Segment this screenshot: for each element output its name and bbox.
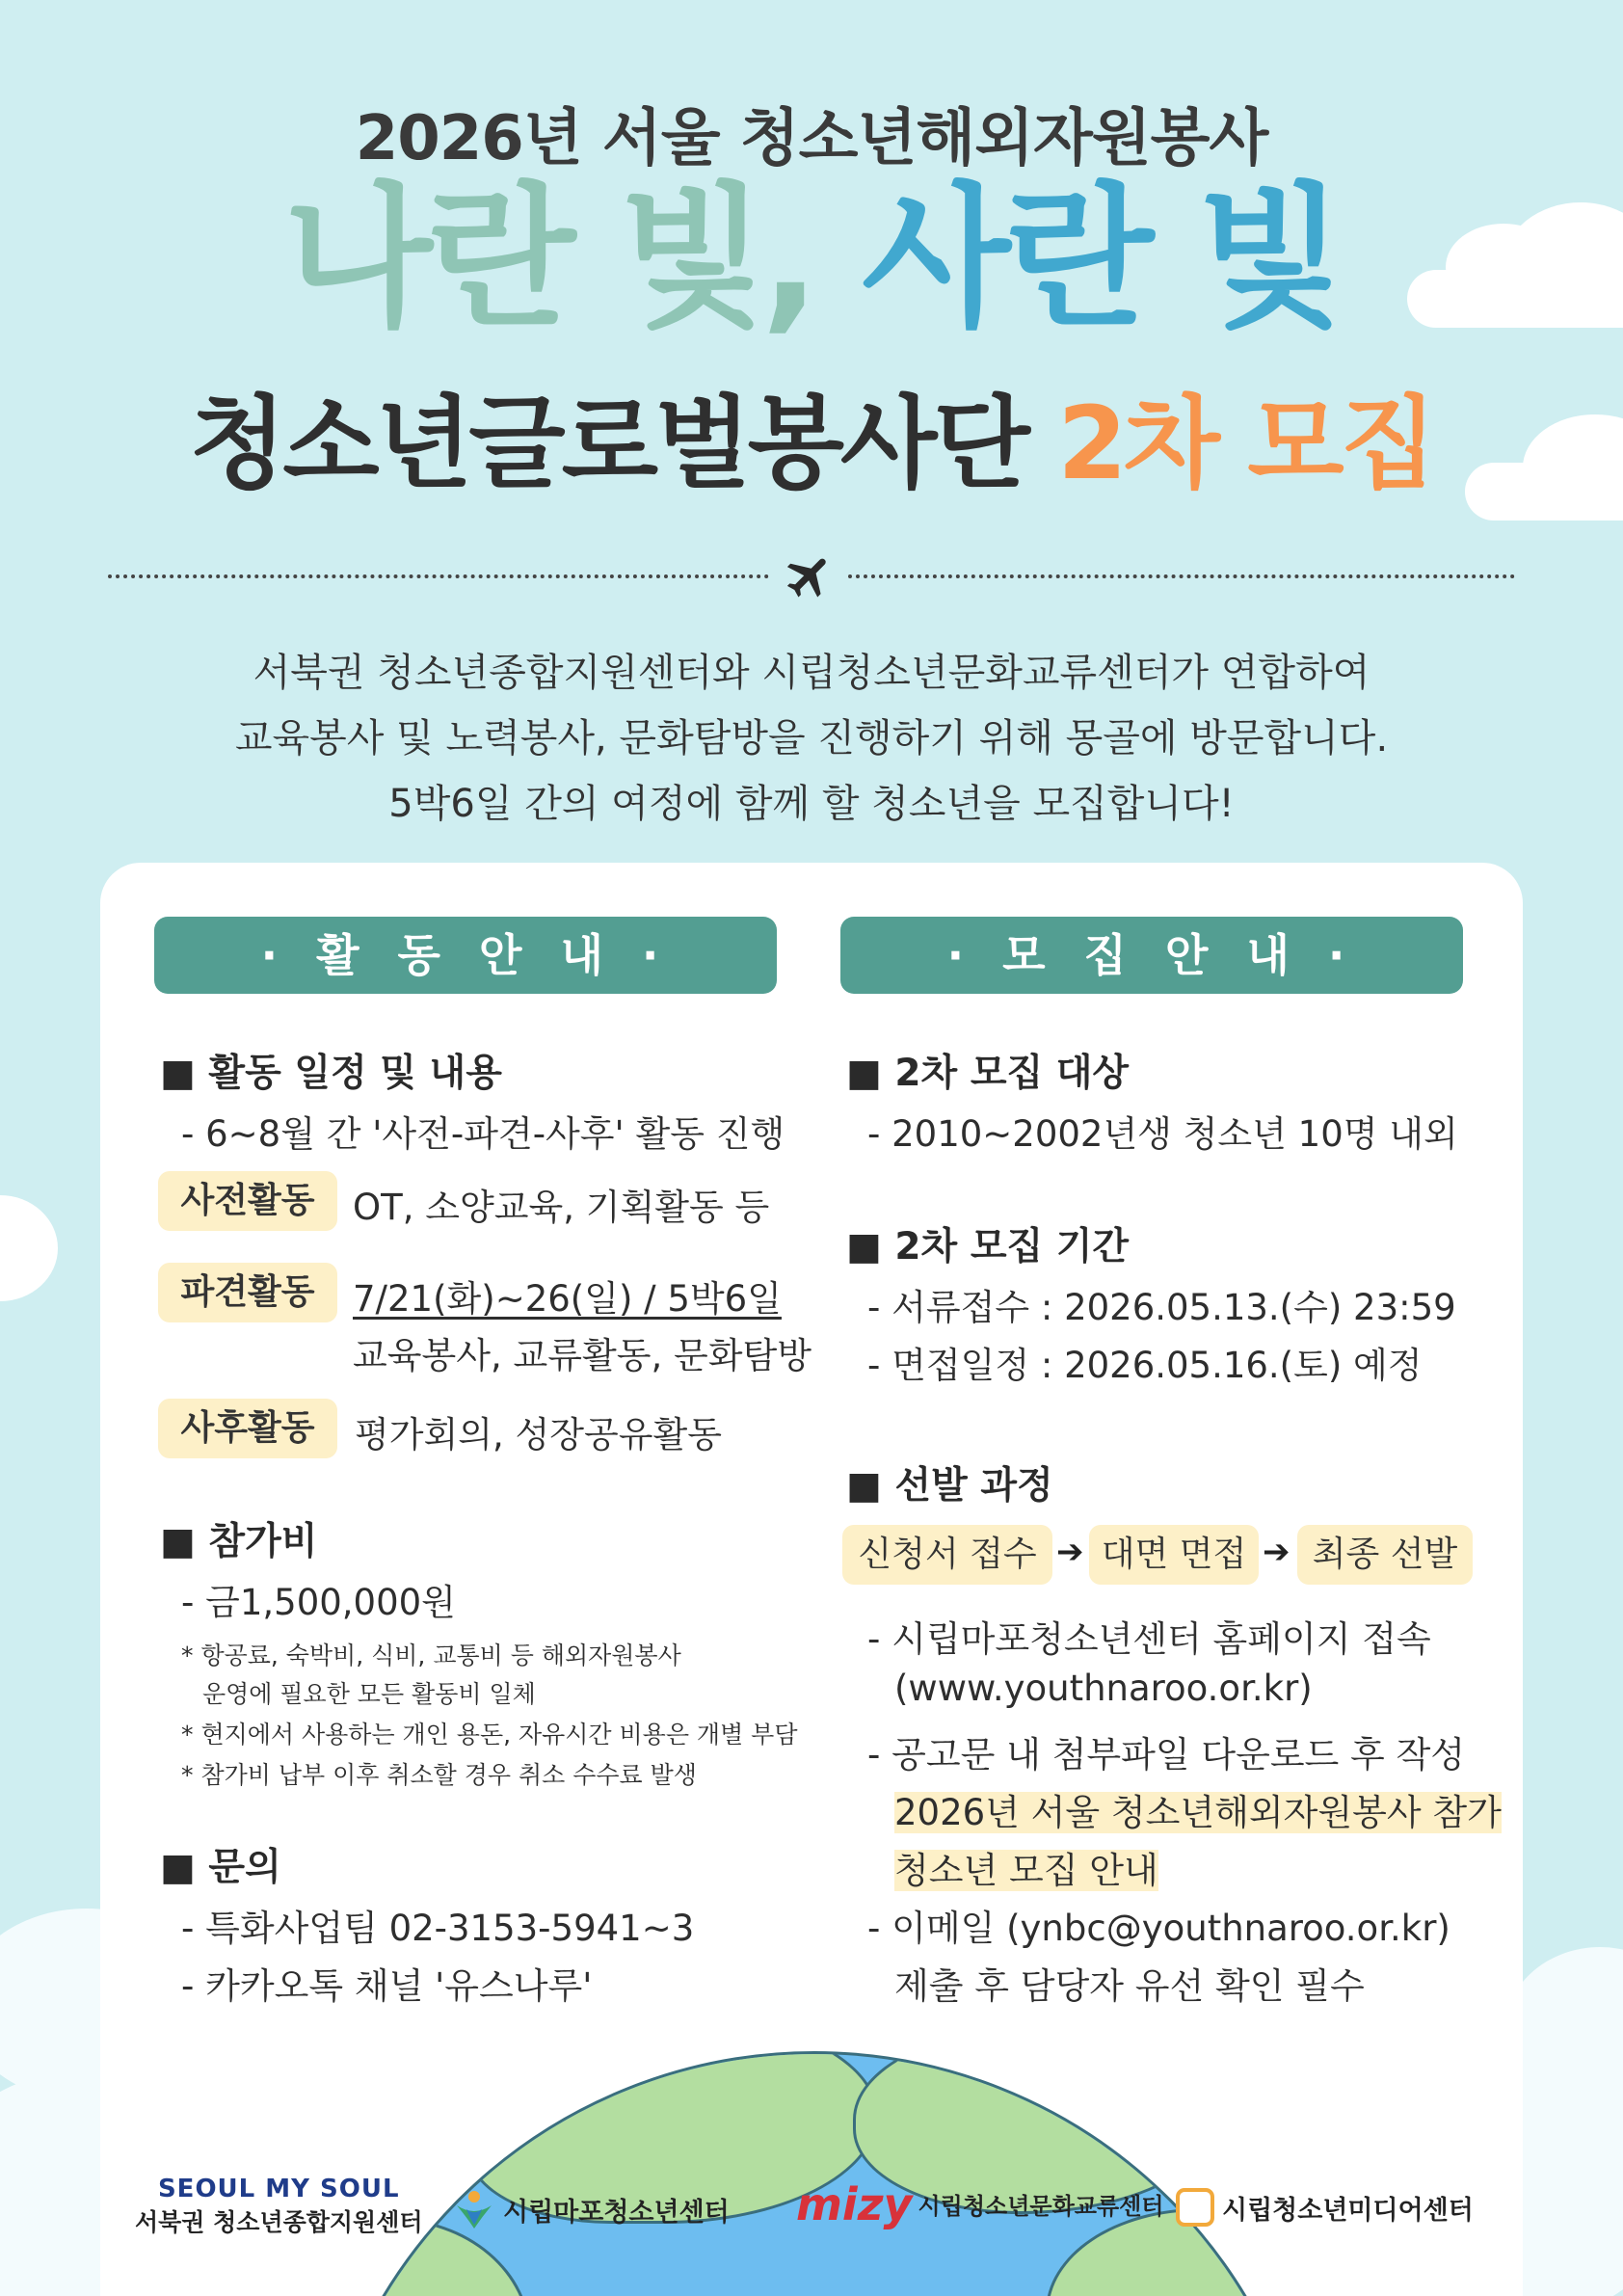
headline-accent: 2차 모집 [1057,385,1434,502]
poster-subtitle: 2026년 서울 청소년해외자원봉사 [355,103,1268,174]
period-interview: - 면접일정 : 2026.05.16.(토) 예정 [867,1345,1423,1386]
fee-note: * 현지에서 사용하는 개인 용돈, 자유시간 비용은 개별 부담 [181,1721,798,1749]
logo-mapo-youth-center [453,2188,730,2230]
process-step-final: 최종 선발 [1297,1525,1473,1585]
intro-paragraph [0,640,1623,837]
highlight-text: 2026년 서울 청소년해외자원봉사 참가 [894,1792,1502,1833]
hero-title-part2: 사란 빛 [862,168,1340,348]
target-heading: ■ 2차 모집 대상 [846,1052,1130,1095]
process-step-apply: 신청서 접수 [842,1525,1052,1585]
intro-line: 5박6일 간의 여정에 함께 할 청소년을 모집합니다! [388,782,1235,826]
mizy-brand-text: mizy [796,2178,913,2230]
dispatch-activity-desc: 교육봉사, 교류활동, 문화탐방 [353,1335,812,1376]
logo-label: 서북권 청소년종합지원센터 [135,2208,423,2236]
headline-main: 청소년글로벌봉사단 [189,385,1026,502]
media-center-logo-icon [1176,2188,1214,2227]
fee-note: * 참가비 납부 이후 취소할 경우 취소 수수료 발생 [181,1761,697,1789]
process-detail: (www.youthnaroo.or.kr) [894,1668,1313,1709]
poster-hero-title [0,168,1623,348]
process-detail: 제출 후 담당자 유선 확인 필수 [894,1965,1365,2007]
period-document: - 서류접수 : 2026.05.13.(수) 23:59 [867,1287,1456,1328]
fee-note: * 항공료, 숙박비, 식비, 교통비 등 해외자원봉사 [181,1642,681,1669]
dotted-divider-left [108,574,769,578]
fee-heading: ■ 참가비 [160,1520,318,1563]
highlight-text: 청소년 모집 안내 [894,1850,1158,1891]
process-heading: ■ 선발 과정 [846,1464,1053,1508]
logo-brand-text: SEOUL MY SOUL [157,2175,400,2203]
schedule-heading: ■ 활동 일정 및 내용 [160,1052,502,1095]
process-detail-highlight [894,1841,1158,1893]
process-detail-highlight [894,1783,1502,1835]
process-detail: - 시립마포청소년센터 홈페이지 접속 [867,1618,1431,1660]
hero-title-part1: 나란 빛, [283,168,814,348]
logo-label: 시립마포청소년센터 [503,2197,730,2228]
mapo-logo-icon [453,2188,495,2230]
pre-activity-desc: OT, 소양교육, 기획활동 등 [353,1187,770,1228]
airplane-icon [783,549,837,603]
post-activity-tag: 사후활동 [158,1399,337,1458]
dispatch-activity-date: 7/21(화)~26(일) / 5박6일 [353,1278,782,1320]
logo-mizy [796,2178,1164,2230]
process-arrow-icon: ➔ [1056,1533,1084,1571]
recruit-section-header: · 모 집 안 내 · [840,917,1463,994]
process-detail: - 이메일 (ynbc@youthnaroo.or.kr) [867,1908,1450,1949]
fee-note: 운영에 필요한 모든 활동비 일체 [202,1680,536,1708]
poster-headline [0,385,1623,502]
period-heading: ■ 2차 모집 기간 [846,1225,1130,1268]
activity-section-header: · 활 동 안 내 · [154,917,777,994]
contact-phone: - 특화사업팀 02-3153-5941~3 [181,1908,695,1949]
dispatch-activity-tag: 파견활동 [158,1263,337,1322]
logo-seoul-my-soul [135,2175,423,2238]
logo-label: 시립청소년미디어센터 [1222,2195,1474,2226]
schedule-desc: - 6~8월 간 '사전-파견-사후' 활동 진행 [181,1113,785,1155]
target-desc: - 2010~2002년생 청소년 10명 내외 [867,1113,1458,1155]
intro-line: 교육봉사 및 노력봉사, 문화탐방을 진행하기 위해 몽골에 방문합니다. [234,716,1389,761]
pre-activity-tag: 사전활동 [158,1171,337,1231]
fee-amount: - 금1,500,000원 [181,1582,456,1623]
contact-kakao: - 카카오톡 채널 '유스나루' [181,1965,593,2007]
post-activity-desc: 평가회의, 성장공유활동 [355,1414,722,1455]
dotted-divider-right [848,574,1515,578]
process-arrow-icon: ➔ [1263,1533,1290,1571]
logo-label: 시립청소년문화교류센터 [918,2193,1164,2220]
contact-heading: ■ 문의 [160,1846,281,1889]
logo-media-center [1176,2188,1474,2227]
intro-line: 서북권 청소년종합지원센터와 시립청소년문화교류센터가 연합하여 [253,651,1370,695]
process-detail: - 공고문 내 첨부파일 다운로드 후 작성 [867,1734,1466,1775]
process-step-interview: 대면 면접 [1089,1525,1259,1585]
